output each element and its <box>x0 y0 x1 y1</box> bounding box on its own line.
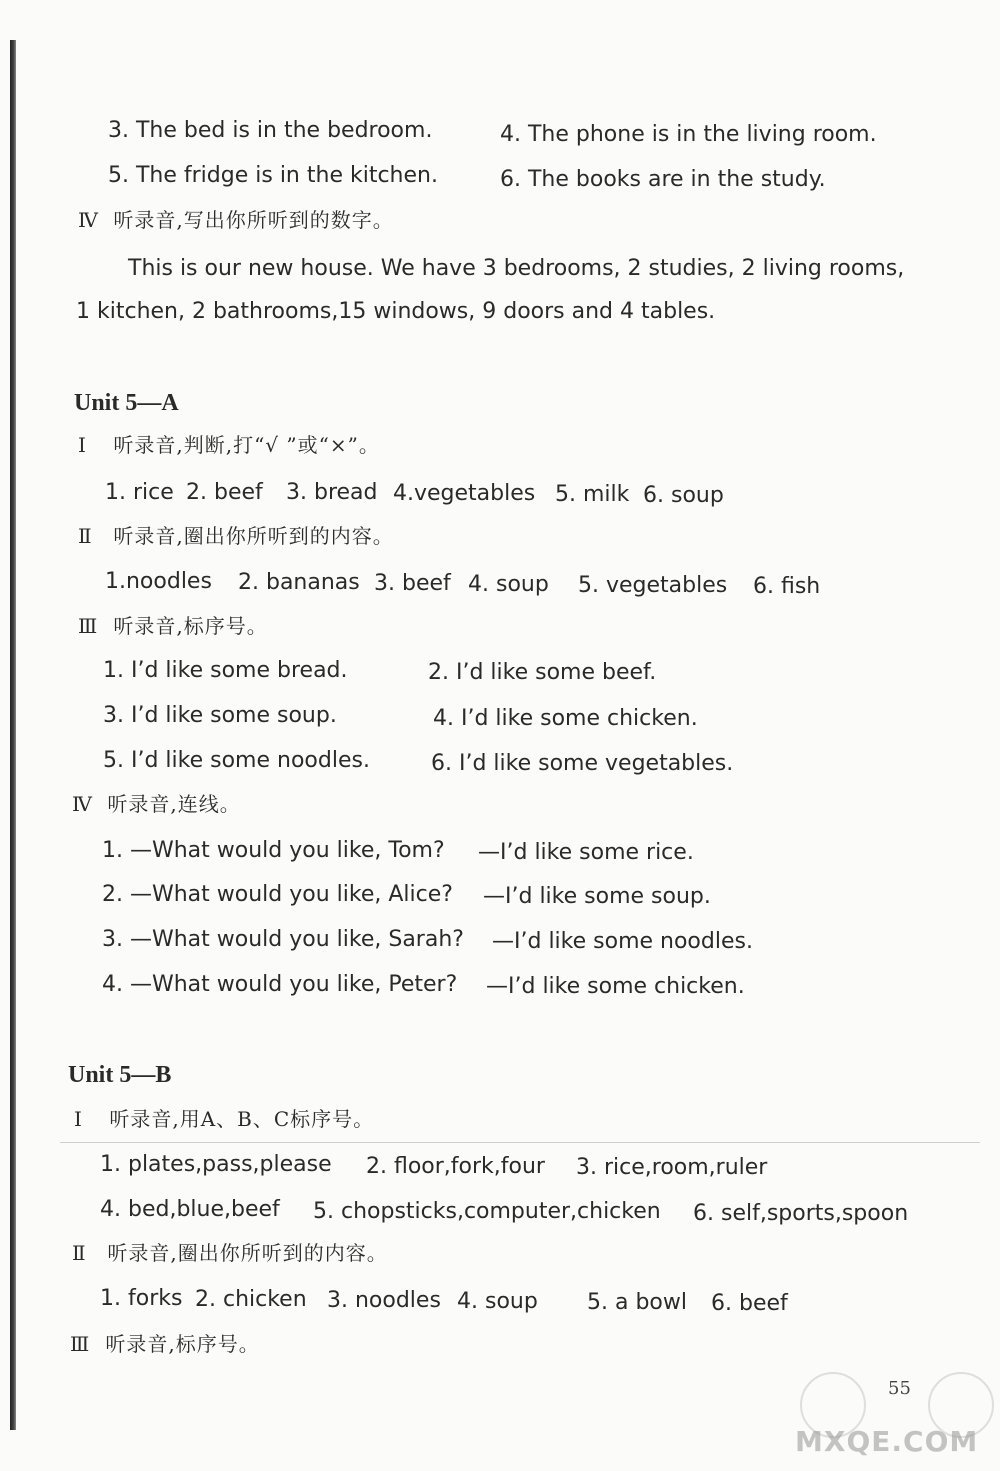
unit-5a-title: Unit 5—A <box>74 390 179 416</box>
list-item: 1. rice <box>105 480 174 505</box>
list-item: 2. I’d like some beef. <box>428 660 657 685</box>
section-numeral: Ⅲ <box>78 614 99 638</box>
passage-line-2: 1 kitchen, 2 bathrooms,15 windows, 9 doors and 4 tables. <box>76 299 716 324</box>
sentence-3: 3. The bed is in the bedroom. <box>108 118 433 143</box>
list-item: 4. soup <box>457 1289 538 1314</box>
list-item: 1. plates,pass,please <box>100 1152 332 1177</box>
unit5b-section-ii-heading <box>72 1238 388 1268</box>
list-item: 5. chopsticks,computer,chicken <box>313 1199 661 1224</box>
section-numeral: Ⅱ <box>78 524 93 548</box>
list-item: 3. noodles <box>327 1288 441 1313</box>
sentence-6: 6. The books are in the study. <box>500 167 826 192</box>
unit5b-section-iii-heading <box>70 1329 260 1359</box>
sentence-4: 4. The phone is in the living room. <box>500 122 877 147</box>
list-item: 5. milk <box>555 482 630 507</box>
question-item: 4. —What would you like, Peter? <box>102 972 458 997</box>
list-item: 5. a bowl <box>587 1290 687 1315</box>
list-item: 5. I’d like some noodles. <box>103 748 370 773</box>
list-item: 2. chicken <box>195 1287 307 1312</box>
list-item: 2. bananas <box>238 570 360 595</box>
list-item: 1.noodles <box>105 569 212 594</box>
section-iv-heading <box>78 205 394 235</box>
list-item: 6. fish <box>753 574 821 599</box>
list-item: 1. I’d like some bread. <box>103 658 348 683</box>
question-item: 3. —What would you like, Sarah? <box>102 927 464 952</box>
unit5a-section-iv-heading <box>72 789 241 819</box>
question-item: 2. —What would you like, Alice? <box>102 882 453 907</box>
list-item: 3. rice,room,ruler <box>576 1155 768 1180</box>
list-item: 3. I’d like some soup. <box>103 703 337 728</box>
section-numeral: Ⅳ <box>72 792 93 816</box>
answer-item: —I’d like some soup. <box>483 884 711 909</box>
answer-item: —I’d like some chicken. <box>486 974 745 999</box>
section-numeral: Ⅰ <box>74 1107 83 1131</box>
list-item: 6. beef <box>711 1291 788 1316</box>
list-item: 4. soup <box>468 572 549 597</box>
unit5a-section-iii-heading <box>78 611 268 641</box>
section-instruction: 听录音,用A、B、C标序号。 <box>109 1107 375 1131</box>
unit5a-section-i-heading <box>78 430 380 460</box>
book-spine-edge <box>10 40 16 1430</box>
section-instruction: 听录音,圈出你所听到的内容。 <box>107 1241 388 1265</box>
list-item: 3. bread <box>286 480 378 505</box>
sentence-5: 5. The fridge is in the kitchen. <box>108 163 438 188</box>
section-instruction: 听录音,圈出你所听到的内容。 <box>113 524 394 548</box>
section-instruction: 听录音,判断,打“√ ”或“×”。 <box>113 433 380 457</box>
unit5a-section-ii-heading <box>78 521 394 551</box>
page-number: 55 <box>888 1378 911 1399</box>
list-item: 6. soup <box>643 483 724 508</box>
section-numeral: Ⅱ <box>72 1241 87 1265</box>
section-numeral: Ⅳ <box>78 208 99 232</box>
section-numeral: Ⅰ <box>78 433 87 457</box>
watermark-text: MXQE.COM <box>795 1425 979 1458</box>
list-item: 6. I’d like some vegetables. <box>431 751 734 776</box>
list-item: 4.vegetables <box>393 481 536 506</box>
list-item: 5. vegetables <box>578 573 728 598</box>
divider <box>60 1142 980 1143</box>
answer-item: —I’d like some rice. <box>478 840 694 865</box>
list-item: 2. floor,fork,four <box>366 1154 545 1179</box>
unit5b-section-i-heading <box>74 1104 374 1134</box>
passage-line-1: This is our new house. We have 3 bedrooms, 2 studies, 2 living rooms, <box>128 256 905 281</box>
unit-5b-title: Unit 5—B <box>68 1062 172 1088</box>
section-instruction: 听录音,写出你所听到的数字。 <box>113 208 394 232</box>
question-item: 1. —What would you like, Tom? <box>102 838 445 863</box>
list-item: 3. beef <box>374 571 451 596</box>
list-item: 2. beef <box>186 480 263 505</box>
section-instruction: 听录音,标序号。 <box>113 614 268 638</box>
section-instruction: 听录音,连线。 <box>107 792 241 816</box>
list-item: 4. bed,blue,beef <box>100 1197 280 1222</box>
section-numeral: Ⅲ <box>70 1332 91 1356</box>
section-instruction: 听录音,标序号。 <box>105 1332 260 1356</box>
answer-item: —I’d like some noodles. <box>492 929 753 954</box>
list-item: 4. I’d like some chicken. <box>433 706 698 731</box>
list-item: 6. self,sports,spoon <box>693 1201 909 1226</box>
list-item: 1. forks <box>100 1286 183 1311</box>
